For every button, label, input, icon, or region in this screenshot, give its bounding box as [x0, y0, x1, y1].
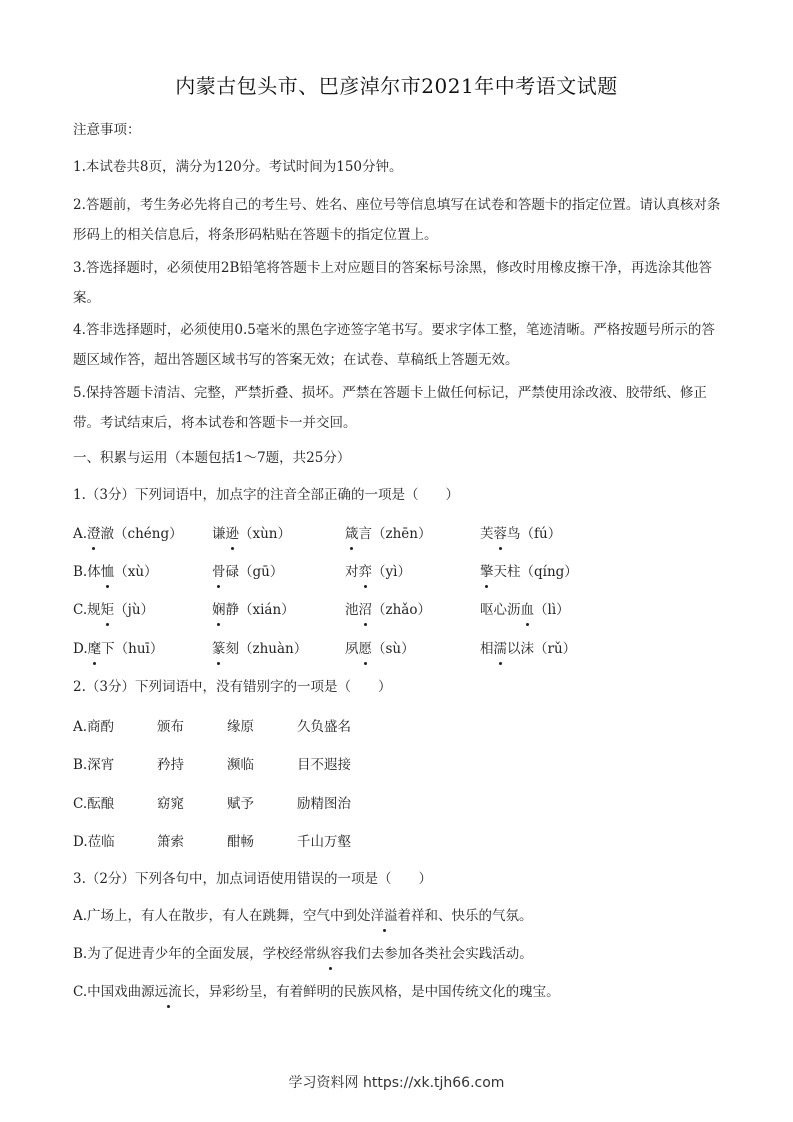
- option-text: 着祥和、快乐的气氛。: [397, 908, 533, 924]
- footer-watermark: 学习资料网 https://xk.tjh66.com: [288, 1075, 505, 1091]
- option-text: 碌（gū）: [225, 564, 284, 580]
- option-text: （zhǎo）: [372, 602, 431, 618]
- dotted-char: 血: [520, 602, 534, 618]
- option-text: B.体: [73, 564, 101, 580]
- question-2-option-word: 酣畅: [227, 834, 254, 850]
- option-text: B.为了促进青少年的全面发展，学校经常: [73, 946, 317, 962]
- question-2-option-word: 目不遐接: [297, 757, 351, 773]
- dotted-char: 澄: [87, 526, 101, 542]
- question-1-option-item: [212, 639, 307, 659]
- dotted-char: 愿: [358, 641, 372, 657]
- option-text: 言（zhēn）: [358, 526, 432, 542]
- question-1-option-item: [73, 524, 183, 544]
- dotted-char: 沼: [358, 602, 372, 618]
- notice-heading: 注意事项：: [73, 122, 141, 138]
- question-1-stem: 1.（3分）下列词语中，加点字的注音全部正确的一项是（ ）: [73, 487, 459, 503]
- question-2-option-word: 濒临: [227, 757, 254, 773]
- question-3-option-a: [73, 906, 533, 926]
- question-3-option-b: [73, 944, 533, 964]
- question-2-option-word: 矜持: [157, 757, 184, 773]
- dotted-word: 源远流长: [141, 984, 196, 1000]
- dotted-char: 篆: [212, 641, 226, 657]
- question-2-option-word: A.商酌: [73, 719, 115, 735]
- option-text: 我们去参加各类社会实践活动。: [343, 946, 533, 962]
- question-1-option-item: [480, 562, 578, 582]
- question-1-option-item: [212, 600, 295, 620]
- question-1-option-item: [345, 639, 415, 659]
- notice-item-3: 3.答选择题时，必须使用2B铅笔将答题卡上对应题目的答案标号涂黑，修改时用橡皮擦干净，再选涂其他答案。: [73, 260, 712, 306]
- question-2-option-word: 赋予: [227, 796, 254, 812]
- option-text: A.广场上，有人在散步，有人在跳舞，空气中到处: [73, 908, 371, 924]
- question-2-option-word: 缘原: [227, 719, 254, 735]
- dotted-char: 弈: [358, 564, 372, 580]
- option-text: 呕心沥: [480, 602, 521, 618]
- option-text: D.: [73, 641, 88, 657]
- question-3-option-c: [73, 982, 560, 1002]
- dotted-char: 骨: [212, 564, 226, 580]
- option-text: （lì）: [534, 602, 570, 618]
- question-3-stem: 3.（2分）下列各句中，加点词语使用错误的一项是（ ）: [73, 871, 432, 887]
- question-1-option-item: [345, 562, 411, 582]
- option-text: 下（huī）: [101, 641, 164, 657]
- dotted-char: 恤: [100, 564, 115, 580]
- option-text: （yì）: [372, 564, 411, 580]
- option-text: （sù）: [372, 641, 415, 657]
- dotted-char: 濡: [493, 641, 507, 657]
- dotted-word: 洋溢: [370, 908, 398, 924]
- question-1-option-item: [345, 600, 431, 620]
- question-2-stem: 2.（3分）下列词语中，没有错别字的一项是（ ）: [73, 679, 392, 695]
- option-text: 以沫（rǔ）: [507, 641, 577, 657]
- question-1-option-item: [73, 600, 154, 620]
- question-2-option-word: 窈窕: [157, 796, 184, 812]
- question-1-option-item: [345, 524, 432, 544]
- question-2-option-word: C.酝酿: [73, 796, 115, 812]
- question-1-option-item: [73, 639, 163, 659]
- question-2-option-word: B.深宵: [73, 757, 115, 773]
- question-1-option-item: [480, 600, 570, 620]
- option-text: ，异彩纷呈，有着鲜明的民族风格，是中国传统文化的瑰宝。: [195, 984, 560, 1000]
- question-1-option-item: [73, 562, 158, 582]
- notice-item-5: 5.保持答题卡清洁、完整，严禁折叠、损坏。严禁在答题卡上做任何标记，严禁使用涂改液、胶带纸、修正带。考试结束后，将本试卷和答题卡一并交回。: [73, 385, 707, 431]
- option-text: 相: [480, 641, 494, 657]
- question-1-option-item: [480, 639, 576, 659]
- option-text: 池: [345, 602, 359, 618]
- option-text: 天柱（qíng）: [493, 564, 578, 580]
- section-heading: 一、积累与运用（本题包括1～7题，共25分）: [73, 450, 351, 466]
- question-1-option-item: [480, 524, 561, 544]
- notice-item-1: 1.本试卷共8页，满分为120分。考试时间为150分钟。: [73, 159, 403, 175]
- question-2-option-word: 励精图治: [297, 796, 351, 812]
- dotted-char: 娴: [212, 602, 226, 618]
- option-text: （xùn）: [239, 526, 292, 542]
- option-text: C.规: [73, 602, 101, 618]
- dotted-char: 麾: [87, 641, 102, 657]
- option-text: C.中国戏曲: [73, 984, 142, 1000]
- notice-item-2: 2.答题前，考生务必先将自己的考生号、姓名、座位号等信息填写在试卷和答题卡的指定位置。请认真核对条形码上的相关信息后，将条形码粘贴在答题卡的指定位置上。: [73, 197, 721, 243]
- question-2-option-word: 箫索: [157, 834, 184, 850]
- option-text: （xù）: [114, 564, 158, 580]
- dotted-char: 擎: [480, 564, 494, 580]
- dotted-char: 箴: [345, 526, 359, 542]
- dotted-char: 逊: [225, 526, 239, 542]
- question-2-option-word: 颁布: [157, 719, 184, 735]
- question-2-option-word: 久负盛名: [297, 719, 351, 735]
- option-text: 芙: [480, 526, 494, 542]
- option-text: A.: [73, 526, 88, 542]
- option-text: 夙: [345, 641, 359, 657]
- dotted-word: 纵容: [316, 946, 344, 962]
- option-text: 刻（zhuàn）: [225, 641, 308, 657]
- option-text: 对: [345, 564, 359, 580]
- page-title: 内蒙古包头市、巴彦淖尔市2021年中考语文试题: [175, 74, 618, 98]
- option-text: （jù）: [114, 602, 155, 618]
- notice-item-4: 4.答非选择题时，必须使用0.5毫米的黑色字迹签字笔书写。要求字体工整，笔迹清晰。严格按题号所示的答题区域作答，超出答题区域书写的答案无效；在试卷、草稿纸上答题无效。: [73, 322, 715, 368]
- question-1-option-item: [212, 524, 291, 544]
- dotted-char: 蓉: [493, 526, 507, 542]
- question-1-option-item: [212, 562, 283, 582]
- option-text: 鸟（fú）: [507, 526, 562, 542]
- option-text: 澈（chéng）: [100, 526, 183, 542]
- question-2-option-word: D.莅临: [73, 834, 115, 850]
- dotted-char: 矩: [100, 602, 115, 618]
- question-2-option-word: 千山万壑: [297, 834, 351, 850]
- option-text: 谦: [212, 526, 226, 542]
- option-text: 静（xián）: [225, 602, 295, 618]
